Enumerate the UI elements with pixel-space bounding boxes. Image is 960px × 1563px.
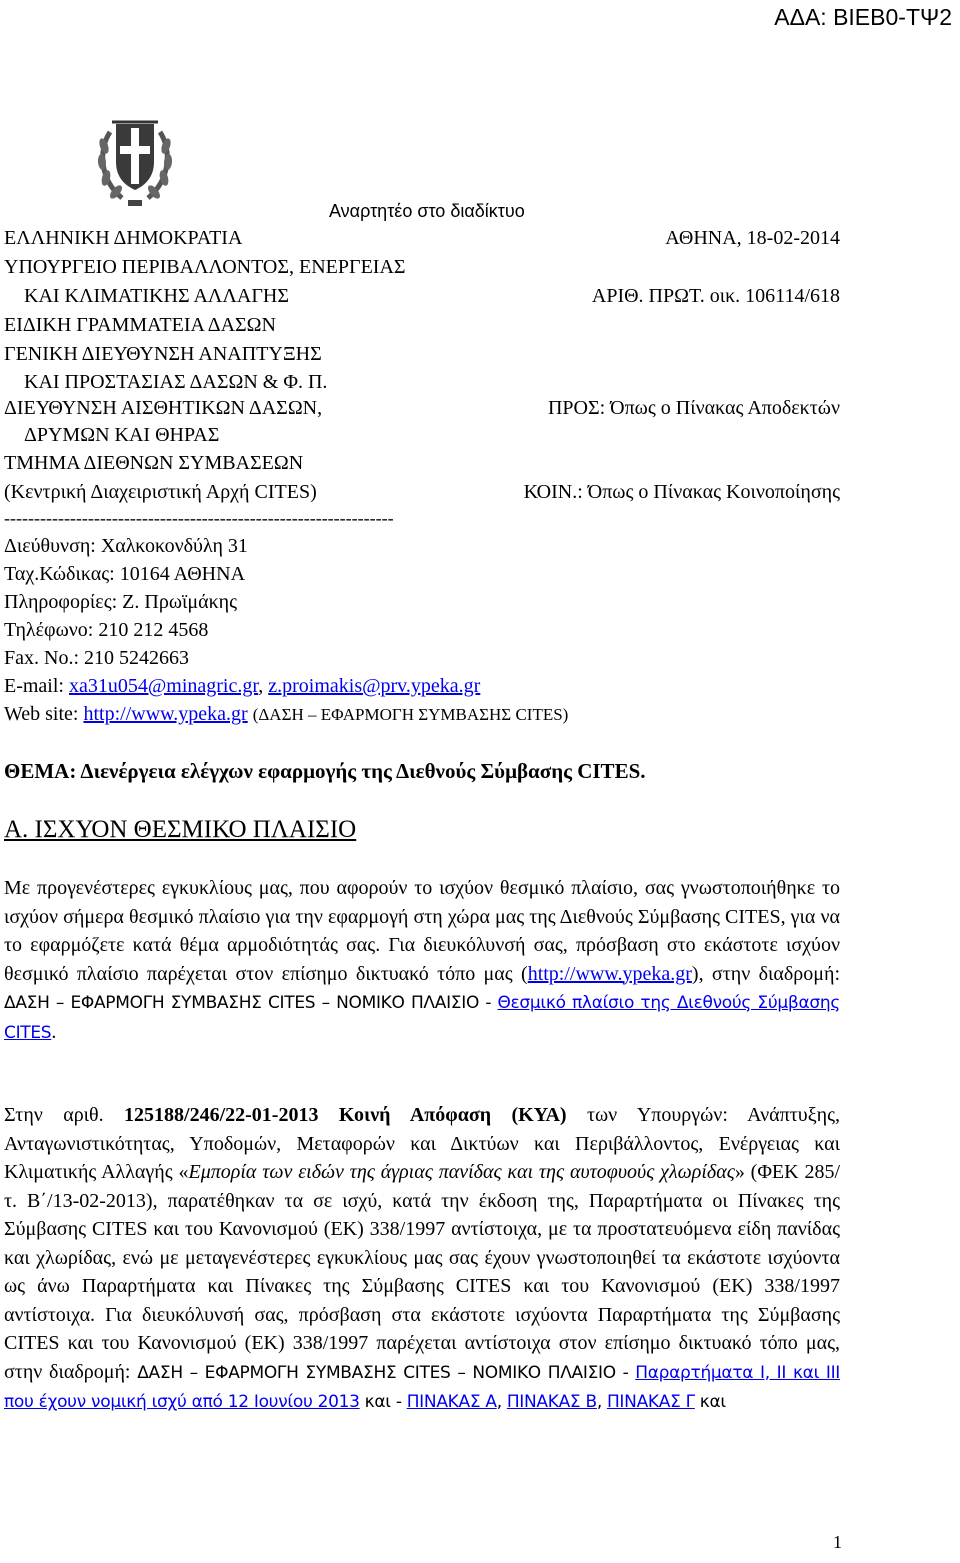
para2-table-a-link[interactable]: ΠΙΝΑΚΑΣ Α bbox=[406, 1392, 497, 1412]
address-line: Διεύθυνση: Χαλκοκονδύλη 31 bbox=[4, 535, 248, 557]
cc-recipients: ΚΟΙΝ.: Όπως ο Πίνακας Κοινοποίησης bbox=[523, 481, 840, 503]
para1-ypeka-link[interactable]: http://www.ypeka.gr bbox=[527, 962, 692, 985]
para2-table-b-link[interactable]: ΠΙΝΑΚΑΣ Β bbox=[506, 1392, 597, 1412]
para2-path: ΔΑΣΗ – ΕΦΑΡΜΟΓΗ ΣΥΜΒΑΣΗΣ CITES – ΝΟΜΙΚΟ ΠΛΑΙΣΙΟ - bbox=[137, 1362, 629, 1383]
para2-table-c-link[interactable]: ΠΙΝΑΚΑΣ Γ bbox=[606, 1392, 695, 1412]
document-date: ΑΘΗΝΑ, 18-02-2014 bbox=[665, 227, 840, 249]
header-line-10: (Κεντρική Διαχειριστική Αρχή CITES) bbox=[4, 481, 317, 503]
email-label: E-mail: bbox=[4, 675, 64, 697]
email-link-2[interactable]: z.proimakis@prv.ypeka.gr bbox=[268, 675, 481, 697]
separator-line: ----------------------------------------------------------------- bbox=[4, 508, 394, 528]
para1-end: . bbox=[51, 1020, 57, 1043]
ada-code: ΑΔΑ: ΒΙΕΒ0-ΤΨ2 bbox=[774, 4, 952, 30]
email-link-1[interactable]: xa31u054@minagric.gr bbox=[68, 675, 259, 697]
greek-emblem-icon bbox=[92, 102, 178, 210]
para2-italic-title: Εμπορία των ειδών της άγριας πανίδας και της αυτοφυούς χλωρίδας bbox=[188, 1161, 735, 1183]
para1-framework-link[interactable]: Θεσμικό πλαίσιο της Διεθνούς Σύμβασης CITES bbox=[4, 993, 841, 1043]
email-line bbox=[4, 672, 480, 700]
para1-text: Με προγενέστερες εγκυκλίους μας, που αφορούν το ισχύον θεσμικό πλαίσιο, σας γνωστοποιήθηκε το ισχύον σήμερα θεσμικό πλαίσιο για την εφαρμογή στη χώρα μας της Διεθνούς Σύμβασης CITES, για να το εφαρμόζετε κατά θέμα αρμοδιότητάς σας. Για διευκόλυνσή σας, πρόσβαση στο εκάστοτε ισχύον θεσμικό πλαίσιο παρέχεται στον επίσημο δικτυακό τόπο μας ( bbox=[4, 877, 840, 985]
website-label: Web site: bbox=[4, 703, 79, 725]
header-line-4: ΕΙΔΙΚΗ ΓΡΑΜΜΑΤΕΙΑ ΔΑΣΩΝ bbox=[4, 314, 276, 336]
section-heading: Α. ΙΣΧΥΟΝ ΘΕΣΜΙΚΟ ΠΛΑΙΣΙΟ bbox=[4, 816, 357, 843]
para2-text-2: των Υπουργών: Ανάπτυξης, Ανταγωνιστικότητας, Υποδομών, Μεταφορών και Δικτύων και Περιβάλλοντος, Ενέργειας και Κλιματικής Αλλαγής « bbox=[4, 1104, 840, 1183]
para2-comma-1: , bbox=[496, 1392, 502, 1412]
header-line-8: ΔΡΥΜΩΝ ΚΑΙ ΘΗΡΑΣ bbox=[24, 424, 220, 446]
header-line-6: ΚΑΙ ΠΡΟΣΤΑΣΙΑΣ ΔΑΣΩΝ & Φ. Π. bbox=[24, 371, 328, 393]
info-line: Πληροφορίες: Ζ. Πρωϊμάκης bbox=[4, 591, 238, 613]
protocol-number: ΑΡΙΘ. ΠΡΩΤ. οικ. 106114/618 bbox=[591, 285, 840, 307]
fax-line: Fax. No.: 210 5242663 bbox=[4, 647, 189, 669]
para2-text-3: » (ΦΕΚ 285/τ. Β΄/13-02-2013), παρατέθηκαν τα σε ισχύ, κατά την έκδοση της, Παραρτήματα οι Πίνακες της Σύμβασης CITES και του Κανονισμού (ΕΚ) 338/1997 αντίστοιχα, με τα προστατευόμενα είδη πανίδας και χλωρίδας, ενώ με μεταγενέστερες εγκυκλίους μας σας έχουν γνωστοποιηθεί τα εκάστοτε ισχύοντα ως άνω Παραρτήματα και Πίνακες της Σύμβασης CITES και του Κανονισμού (ΕΚ) 338/1997 αντίστοιχα. Για διευκόλυνσή σας, πρόσβαση στα εκάστοτε ισχύοντα Παραρτήματα της Σύμβασης CITES και του Κανονισμού (ΕΚ) 338/1997 παρέχεται αντίστοιχα στον επίσημο δικτυακό τόπο μας, στην διαδρομή: bbox=[4, 1161, 840, 1383]
paragraph-kya bbox=[4, 1101, 840, 1417]
para2-comma-2: , bbox=[596, 1392, 602, 1412]
para1-path: ΔΑΣΗ – ΕΦΑΡΜΟΓΗ ΣΥΜΒΑΣΗΣ CITES – ΝΟΜΙΚΟ ΠΛΑΙΣΙΟ - bbox=[4, 993, 492, 1013]
email-separator: , bbox=[258, 675, 264, 697]
para2-annexes-link[interactable]: Παραρτήματα I, II και III που έχουν νομική ισχύ από 12 Ιουνίου 2013 bbox=[4, 1362, 840, 1412]
website-note: (ΔΑΣΗ – ΕΦΑΡΜΟΓΗ ΣΥΜΒΑΣΗΣ CITES) bbox=[252, 705, 569, 724]
header-line-9: ΤΜΗΜΑ ΔΙΕΘΝΩΝ ΣΥΜΒΑΣΕΩΝ bbox=[4, 452, 304, 474]
para2-kya-reference: 125188/246/22-01-2013 Κοινή Απόφαση (ΚΥΑ) bbox=[124, 1104, 567, 1126]
para1-text-2: ), στην διαδρομή: bbox=[691, 962, 840, 985]
phone-line: Τηλέφωνο: 210 212 4568 bbox=[4, 619, 209, 641]
page-number: 1 bbox=[833, 1532, 842, 1552]
para2-tail: και bbox=[699, 1392, 726, 1412]
website-line bbox=[4, 700, 568, 729]
para2-and: και - bbox=[364, 1392, 402, 1412]
posted-online-note: Αναρτητέο στο διαδίκτυο bbox=[329, 201, 525, 221]
header-line-3: ΚΑΙ ΚΛΙΜΑΤΙΚΗΣ ΑΛΛΑΓΗΣ bbox=[24, 285, 290, 307]
recipients: ΠΡΟΣ: Όπως ο Πίνακας Αποδεκτών bbox=[547, 397, 840, 419]
header-line-5: ΓΕΝΙΚΗ ΔΙΕΥΘΥΝΣΗ ΑΝΑΠΤΥΞΗΣ bbox=[4, 343, 322, 365]
header-line-7: ΔΙΕΥΘΥΝΣΗ ΑΙΣΘΗΤΙΚΩΝ ΔΑΣΩΝ, bbox=[4, 397, 323, 419]
paragraph-legal-framework bbox=[4, 874, 840, 1047]
website-link[interactable]: http://www.ypeka.gr bbox=[83, 703, 248, 725]
postcode-line: Ταχ.Κώδικας: 10164 ΑΘΗΝΑ bbox=[4, 563, 246, 585]
subject-line: ΘΕΜΑ: Διενέργεια ελέγχων εφαρμογής της Διεθνούς Σύμβασης CITES. bbox=[4, 759, 646, 783]
header-line-1: ΕΛΛΗΝΙΚΗ ΔΗΜΟΚΡΑΤΙΑ bbox=[4, 227, 243, 249]
para2-text-1: Στην αριθ. bbox=[4, 1104, 104, 1126]
header-line-2: ΥΠΟΥΡΓΕΙΟ ΠΕΡΙΒΑΛΛΟΝΤΟΣ, ΕΝΕΡΓΕΙΑΣ bbox=[4, 256, 406, 278]
